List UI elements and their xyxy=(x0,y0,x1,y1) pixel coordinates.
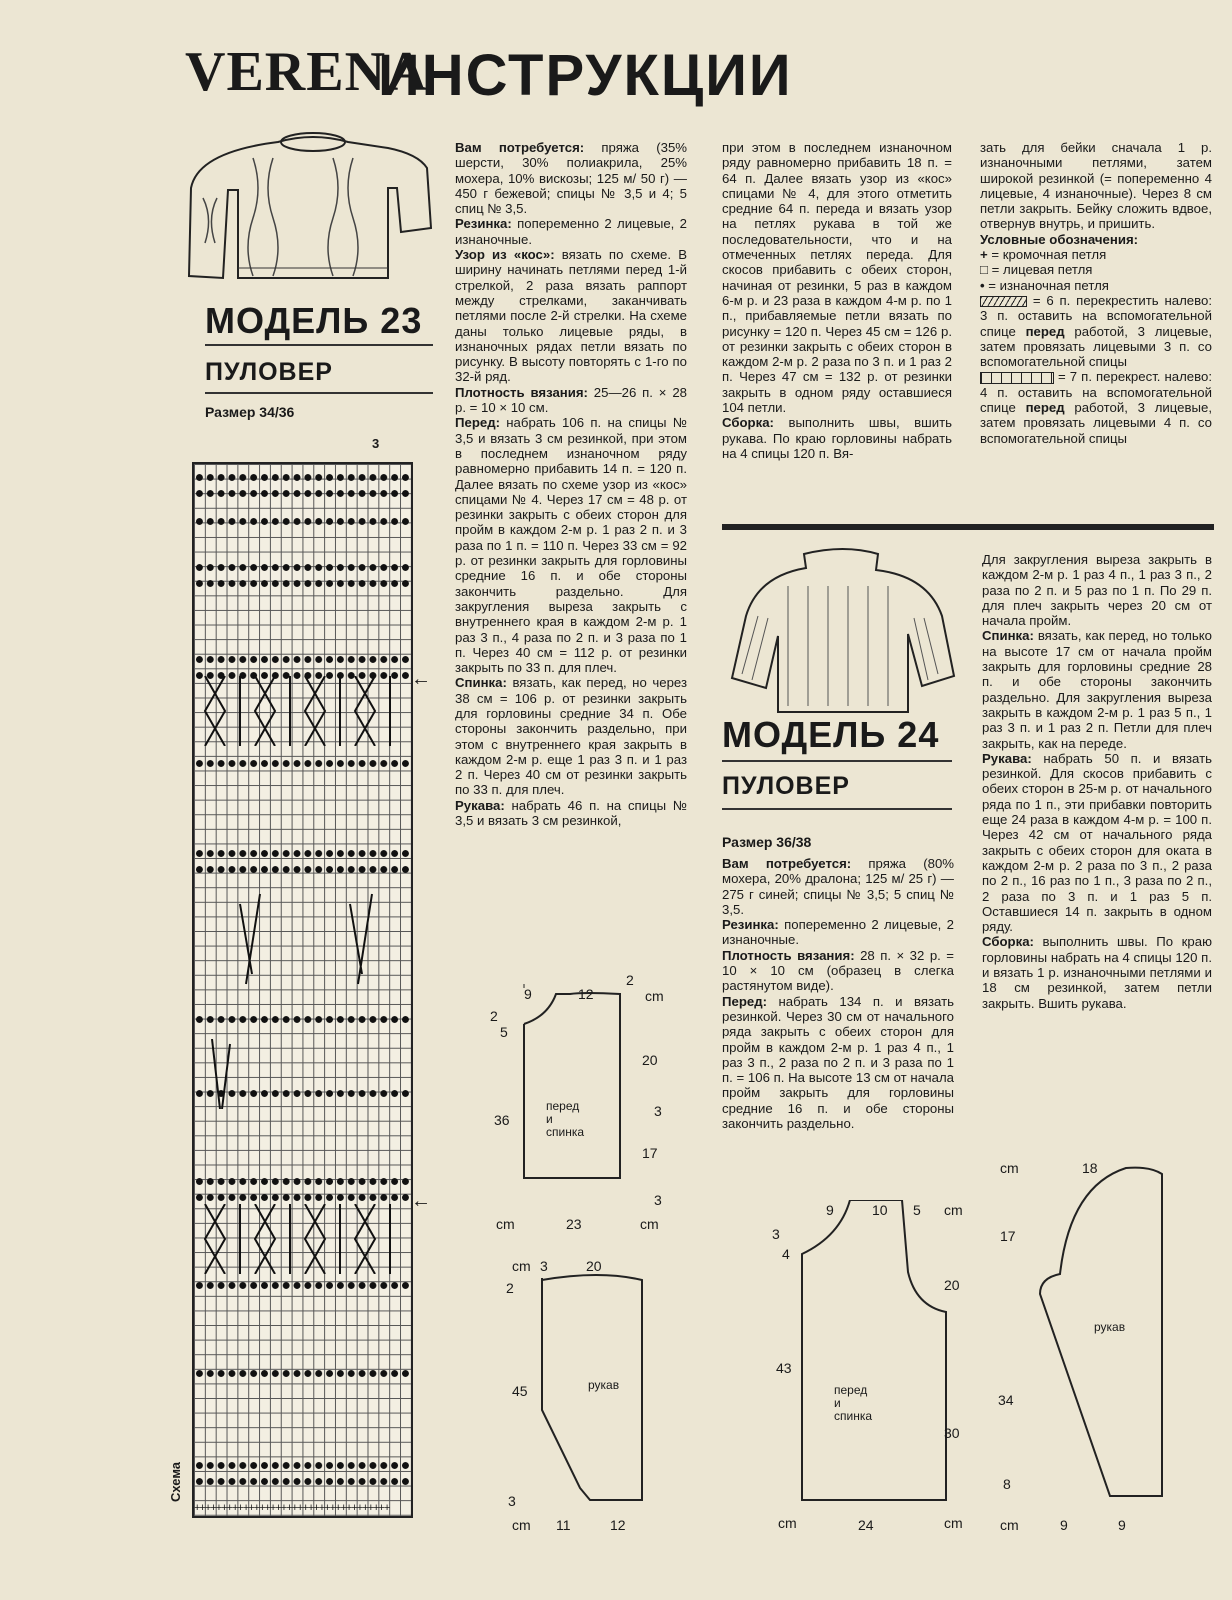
paragraph-text: 28 п. × 32 р. = 10 × 10 см (образец в слегка растянутом виде). xyxy=(722,947,954,994)
section-divider xyxy=(722,524,1214,530)
model-24-text-colB xyxy=(982,552,1212,1011)
body-pattern-23 xyxy=(488,968,658,1218)
paragraph-text: выполнить швы, вшить рукава. По краю горловины набрать на 4 спицы 120 п. Вя- xyxy=(722,415,952,461)
dim-label: cm xyxy=(512,1258,531,1274)
paragraph xyxy=(455,140,687,216)
paragraph xyxy=(455,415,687,675)
sweater-23-illustration xyxy=(183,128,438,293)
legend-cross7: = 7 п. перекрест. налево: 4 п. оставить на вспомогательной спице xyxy=(980,369,1212,416)
dim-label: 23 xyxy=(566,1216,582,1232)
paragraph-heading: Спинка: xyxy=(455,675,507,691)
dim-label: 36 xyxy=(494,1112,510,1128)
diagram-label: рукав xyxy=(1094,1320,1126,1334)
paragraph xyxy=(980,140,1212,232)
paragraph-heading: Условные обозначения: xyxy=(980,231,1139,247)
model-24-type: ПУЛОВЕР xyxy=(722,772,850,800)
dim-label: 30 xyxy=(944,1425,960,1441)
dim-label: 11 xyxy=(556,1517,571,1533)
sleeve-pattern-23 xyxy=(510,1270,650,1520)
model-23-text-col3 xyxy=(980,140,1212,446)
dim-label: 3 xyxy=(540,1258,548,1274)
paragraph xyxy=(722,994,954,1132)
dim-label: 8 xyxy=(1003,1476,1011,1492)
paragraph xyxy=(722,856,954,917)
dim-label: cm xyxy=(496,1216,515,1232)
dim-label: 45 xyxy=(512,1383,528,1399)
knitting-chart xyxy=(192,462,413,1518)
purl-row xyxy=(194,1012,411,1027)
paragraph xyxy=(982,934,1212,1010)
diagram-label: рукав xyxy=(588,1378,620,1392)
paragraph-heading: Резинка: xyxy=(722,917,779,933)
diagram-label: перед и спинка xyxy=(834,1383,873,1423)
dim-label: 17 xyxy=(642,1145,658,1161)
dim-label: 3 xyxy=(654,1103,662,1119)
paragraph-heading: Перед: xyxy=(455,415,500,431)
cable-6-symbol xyxy=(980,296,1027,307)
paragraph-text: набрать 134 п. и вязать резинкой. Через 30 см от начального ряда закрыть с обеих сторон для пройм в каждом 2-м р. 1 раз 4 п., 1 раз 3 п., 2 раза по 2 п. и 3 раза по 1 п. = 106 п. На высоте 13 см от начала пройм закрыть для горловины средние 16 п. и обе стороны закончить раздельно. xyxy=(722,993,954,1132)
paragraph-text: 25—26 п. × 28 р. = 10 × 10 см. xyxy=(455,384,687,416)
legend-cross6-bold: перед xyxy=(1025,323,1065,339)
model-23-title: МОДЕЛЬ 23 xyxy=(205,300,423,341)
paragraph-heading: Резинка: xyxy=(455,216,512,232)
dim-label: 9 xyxy=(826,1202,834,1218)
dim-label: cm xyxy=(640,1216,659,1232)
legend-cross6: = 6 п. перекрестить налево: 3 п. оставить на вспомогательной спице xyxy=(980,292,1212,339)
arrow-marker: ← xyxy=(411,668,431,690)
paragraph-text: пряжа (80% мохера, 20% дралона; 125 м/ 25 г) — 275 г синей; спицы № 3,5; 5 спиц № 3,5. xyxy=(722,856,954,917)
purl-row xyxy=(194,1366,411,1381)
dim-label: cm xyxy=(944,1515,963,1531)
legend-item xyxy=(980,262,1212,277)
dim-label: 3 xyxy=(772,1226,780,1242)
dim-label: 12 xyxy=(610,1517,626,1533)
cable-7-symbol xyxy=(980,372,1054,384)
divider xyxy=(722,760,952,762)
paragraph-heading: Рукава: xyxy=(982,750,1032,766)
purl-row xyxy=(194,1458,411,1473)
purl-row xyxy=(194,1474,411,1489)
dim-label: 9 xyxy=(1118,1517,1126,1533)
dim-label: cm xyxy=(645,988,664,1004)
model-24-size: Размер 36/38 xyxy=(722,834,812,850)
dim-label: 3 xyxy=(654,1192,662,1208)
purl-row xyxy=(194,1278,411,1293)
legend-symbol: + xyxy=(980,247,992,263)
chart-label: Схема xyxy=(168,1461,183,1502)
dim-label: cm xyxy=(1000,1517,1019,1533)
dim-label: cm xyxy=(778,1515,797,1531)
paragraph xyxy=(982,552,1212,628)
paragraph xyxy=(722,415,952,461)
model-24-title: МОДЕЛЬ 24 xyxy=(722,714,940,755)
dim-label: cm xyxy=(1000,1160,1019,1176)
model-23-type: ПУЛОВЕР xyxy=(205,358,333,386)
paragraph xyxy=(722,140,952,415)
dim-label: 5 xyxy=(500,1024,508,1040)
dim-label: 12 xyxy=(578,986,594,1002)
dim-label: cm xyxy=(512,1517,531,1533)
paragraph-text: набрать 106 п. на спицы № 3,5 и вязать 3 см резинкой, при этом в последнем изнаночном ряду равномерно прибавить 14 п. = 120 п. Далее вязать по схеме узор из «кос» спицами № 4. Через 17 см = 48 р. от резинки закрыть с обеих сторон для пройм в каждом 2-м р. 1 раз 2 п. и 3 раза по 1 п. = 110 п. Через 33 см = 92 р. от резинки закрыть для горловины средние 16 п. и обе стороны закончить раздельно. Для закругления выреза закрыть с внутреннего края в каждом 2-м р. 1 раз 3 п., 4 раза по 2 п. и 3 раза по 1 п. Через 40 см = 112 р. от резинки закрыть по 33 п. для плеч. xyxy=(455,415,687,676)
cable-pattern xyxy=(200,1204,405,1274)
purl-row xyxy=(194,514,411,529)
paragraph-heading: Узор из «кос»: xyxy=(455,247,555,263)
dim-label: 4 xyxy=(782,1246,790,1262)
dim-label: 18 xyxy=(1082,1160,1098,1176)
paragraph xyxy=(455,385,687,416)
chart-top-mark: 3 xyxy=(372,436,380,451)
legend-item xyxy=(980,247,1212,262)
legend-text: = лицевая петля xyxy=(991,262,1093,278)
purl-row xyxy=(194,576,411,591)
paragraph xyxy=(980,232,1212,247)
sleeve-pattern-24 xyxy=(1010,1166,1180,1506)
dim-label: 9 xyxy=(524,986,532,1002)
paragraph-text: вязать, как перед, но через 38 см = 106 р. от резинки закрыть для горловины средние 34 п. Обе стороны закончить раздельно, при этом с внутреннего края закрыть в каждом 2-м р. еще 1 раз 3 п. и 1 раз 2 п. Через 40 см от резинки закрыть по 33 п. для плеч. xyxy=(455,675,687,798)
paragraph-text: попеременно 2 лицевые, 2 изнаночные. xyxy=(722,917,954,948)
legend-symbol: □ xyxy=(980,262,992,278)
model-23-size: Размер 34/36 xyxy=(205,404,295,420)
legend-item xyxy=(980,278,1212,293)
paragraph xyxy=(455,798,687,829)
cable-pattern xyxy=(200,676,405,746)
legend-cross7-bold: перед xyxy=(1025,400,1065,416)
dim-label: 24 xyxy=(858,1517,874,1533)
paragraph-heading: Плотность вязания: xyxy=(455,384,588,400)
cable-pattern xyxy=(200,1039,405,1109)
dim-label: 34 xyxy=(998,1392,1014,1408)
dim-label: 2 xyxy=(626,972,634,988)
paragraph xyxy=(722,948,954,994)
purl-row xyxy=(194,846,411,861)
purl-row xyxy=(194,486,411,501)
paragraph-text: зать для бейки сначала 1 р. изнаночными петлями, затем широкой резинкой (= попеременно 4 лицевые, 4 изнаночные). Через 8 см петли закрыть. Бейку сложить вдвое, отвернув внутрь, и пришить. xyxy=(980,140,1212,232)
purl-row xyxy=(194,652,411,667)
dim-label: 9 xyxy=(1060,1517,1068,1533)
divider xyxy=(205,344,433,346)
paragraph xyxy=(455,675,687,797)
paragraph-text: при этом в последнем изнаночном ряду равномерно прибавить 18 п. = 64 п. Далее вязать узор из «кос» спицами № 4, для этого отметить средние 64 п. переда и вязать узор на петлях рукава в той же последовательности, что и на отмеченных петлях переда. Для скосов прибавить с обеих сторон, начиная от резинки, 5 раз в каждом 6-м р. и 23 раза в каждом 4-м р. по 1 п., прибавляемые петли вязать по рисунку = 120 п. Через 45 см = 126 р. от резинки закрыть с обеих сторон в каждом 2-м р. 2 раза по 3 п. и 1 раз 2 п. Через 47 см = 132 р. от резинки закрыть в одном ряду оставшиеся 104 петли. xyxy=(722,140,952,416)
paragraph-heading: Перед: xyxy=(722,993,767,1009)
paragraph-text: вязать по схеме. В ширину начинать петлями перед 1-й стрелкой, 2 раза вязать раппорт между стрелками, заканчивать петлями после 2-й стрелки. На схеме даны только лицевые ряды, в изнаночных рядах петли вязать по рисунку. В высоту повторять с 1-го по 32-й ряд. xyxy=(455,247,687,385)
paragraph-heading: Сборка: xyxy=(982,934,1034,950)
paragraph-heading: Вам потребуется: xyxy=(722,856,852,871)
purl-row xyxy=(194,862,411,877)
page-title: ИНСТРУКЦИИ xyxy=(378,43,793,108)
body-pattern-24 xyxy=(770,1200,970,1510)
legend xyxy=(980,247,1212,293)
paragraph-heading: Рукава: xyxy=(455,797,505,813)
cable-pattern xyxy=(200,884,405,994)
purl-row xyxy=(194,756,411,771)
paragraph-heading: Плотность вязания: xyxy=(722,947,855,963)
paragraph-heading: Сборка: xyxy=(722,415,774,431)
paragraph xyxy=(455,216,687,247)
arrow-marker: ← xyxy=(411,1190,431,1212)
legend-text: = кромочная петля xyxy=(991,247,1107,263)
dim-label: 43 xyxy=(776,1360,792,1376)
paragraph xyxy=(455,247,687,385)
diagram-label: перед и спинка xyxy=(546,1099,585,1139)
dim-label: 2 xyxy=(490,1008,498,1024)
paragraph-text: попеременно 2 лицевые, 2 изнаночные. xyxy=(455,216,687,247)
dim-label: 20 xyxy=(586,1258,602,1274)
paragraph-text: набрать 50 п. и вязать резинкой. Для скосов прибавить с обеих сторон в 25-м р. от начального ряда по 1 п., эти прибавки повторить еще 24 раза в каждом 4-м р. = 100 п. Через 42 см от начального ряда закрыть с обеих сторон для оката в каждом 2-м р. 2 раза по 3 п., 2 раза по 2 п., 16 раз по 1 п., 3 раза по 2 п., 2 раза по 3 п. и 1 раз 5 п. Оставшиеся 14 п. закрыть в одном ряду. xyxy=(982,750,1212,935)
paragraph-heading: Спинка: xyxy=(982,628,1034,644)
legend-symbol: • xyxy=(980,277,989,293)
model-23-text-col2 xyxy=(722,140,952,461)
legend-cross7-rest: работой, 3 лицевые, затем провязать лицевыми 4 п. со вспомогательной спицы xyxy=(980,400,1212,446)
dim-label: 20 xyxy=(944,1277,960,1293)
dim-label: 17 xyxy=(1000,1228,1016,1244)
paragraph-text: выполнить швы. По краю горловины набрать на 4 спицы 120 п. и вязать 1 р. изнаночными петлями и 18 см резинкой, затем петли закрыть. Вшить рукава. xyxy=(982,934,1212,1011)
dim-label: 5 xyxy=(913,1202,921,1218)
legend-text: = изнаночная петля xyxy=(988,277,1109,293)
dim-label: 10 xyxy=(872,1202,888,1218)
paragraph xyxy=(982,751,1212,935)
legend-cross6-rest: работой, 3 лицевые, затем провязать лицевыми 3 п. со вспомогательной спицы xyxy=(980,323,1212,370)
dim-label: cm xyxy=(944,1202,963,1218)
dim-label: 20 xyxy=(642,1052,658,1068)
dim-label: 3 xyxy=(508,1493,516,1509)
paragraph-text: вязать, как перед, но только на высоте 17 см от начала пройм закрыть для горловины средние 28 п. и обе стороны закончить раздельно. Для закругления выреза закрыть в каждом 2-м р. 1 раз 5 п., 1 раз 3 п. и 1 раз 2 п. Петли для плеч закрыть, как на переде. xyxy=(982,628,1212,751)
paragraph xyxy=(982,628,1212,750)
purl-row xyxy=(194,1174,411,1189)
paragraph xyxy=(722,917,954,948)
model-24-text-colA xyxy=(722,856,954,1131)
divider xyxy=(722,808,952,810)
model-23-text-col1 xyxy=(455,140,687,828)
dim-label: 2 xyxy=(506,1280,514,1296)
sweater-24-illustration xyxy=(728,546,960,718)
brand-logo: VERENA xyxy=(185,41,428,103)
selvedge-row: ++++++++++++++++++++++++++++++++++++ xyxy=(194,1502,390,1514)
paragraph-heading: Вам потребуется: xyxy=(455,140,585,155)
paragraph-text: Для закругления выреза закрыть в каждом 2-м р. 1 раз 4 п., 1 раз 3 п., 2 раза по 2 п. и 5 раз по 1 п. По 29 п. для плеч закрыть через 20 см от начала пройм. xyxy=(982,552,1212,629)
purl-row xyxy=(194,470,411,485)
purl-row xyxy=(194,1190,411,1205)
paragraph-text: пряжа (35% шерсти, 30% полиакрила, 25% мохера, 10% вискозы; 125 м/ 50 г) — 450 г бежевой; спицы № 3,5 и 4; 5 спиц № 3,5. xyxy=(455,140,687,217)
purl-row xyxy=(194,560,411,575)
paragraph-text: набрать 46 п. на спицы № 3,5 и вязать 3 см резинкой, xyxy=(455,797,687,829)
divider xyxy=(205,392,433,394)
